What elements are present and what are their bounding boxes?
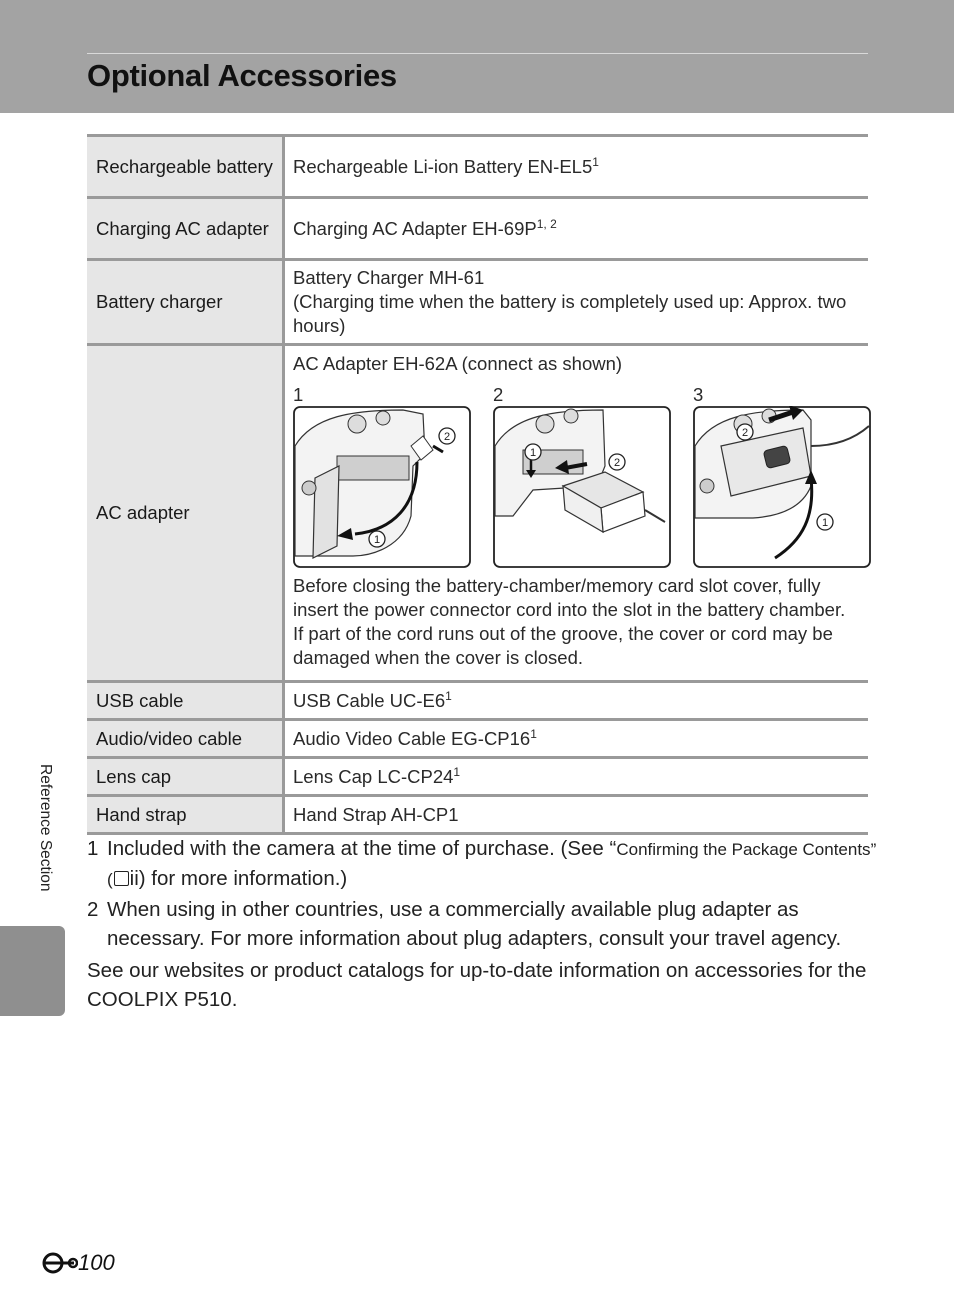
item-cell [284, 345, 869, 682]
table-row [87, 758, 868, 796]
connection-steps [293, 384, 871, 568]
table-row [87, 136, 868, 198]
svg-text:1: 1 [529, 447, 537, 459]
item-text: Charging AC Adapter EH-69P [293, 217, 537, 239]
svg-text:2: 2 [741, 427, 749, 439]
book-ref-icon [114, 871, 129, 886]
item-cell [284, 758, 869, 796]
step-1-illustration [293, 406, 471, 568]
footnote-text: Included with the camera at the time of purchase. (See “ [107, 837, 617, 860]
step-1 [293, 384, 471, 568]
footnote-ref: 1, 2 [536, 216, 557, 231]
footnote-ref: 1 [445, 688, 452, 703]
category-cell: Rechargeable battery [87, 136, 284, 198]
table-row [87, 345, 868, 682]
item-text: Audio Video Cable EG-CP16 [293, 727, 531, 749]
step-2-illustration [493, 406, 671, 568]
table-row [87, 198, 868, 260]
item-cell [284, 720, 869, 758]
category-cell: AC adapter [87, 345, 284, 682]
table-row [87, 260, 868, 345]
page-number-text: 100 [78, 1250, 115, 1275]
item-cell [284, 136, 869, 198]
table-row [87, 682, 868, 720]
category-cell: Battery charger [87, 260, 284, 345]
footnote-number: 2 [87, 898, 99, 921]
category-cell: Lens cap [87, 758, 284, 796]
footnotes [87, 834, 877, 954]
item-text: Battery Charger MH-61 [293, 267, 485, 288]
category-cell: Audio/video cable [87, 720, 284, 758]
category-cell: Hand strap [87, 796, 284, 834]
header-rule [87, 53, 868, 54]
step-number: 1 [293, 384, 304, 405]
footnote-ref: 1 [453, 764, 461, 779]
page-number [42, 1250, 115, 1276]
item-detail: (Charging time when the battery is completely used up: Approx. two hours) [293, 291, 847, 336]
item-text: USB Cable UC-E6 [293, 689, 446, 711]
item-cell [284, 796, 869, 834]
step-3-illustration [693, 406, 871, 568]
accessories-table [87, 134, 868, 835]
step-number: 3 [693, 384, 704, 405]
step-2 [493, 384, 671, 568]
section-tab [0, 926, 65, 1016]
footnote-text: ” ( [107, 840, 877, 889]
footnote-link-text[interactable]: Confirming the Package Contents [616, 840, 871, 859]
section-label: Reference Section [37, 764, 54, 892]
category-cell: USB cable [87, 682, 284, 720]
closing-paragraph: See our websites or product catalogs for up-to-date information on accessories for the COOLPIX P510. [87, 959, 867, 1011]
svg-text:2: 2 [613, 457, 621, 469]
svg-text:1: 1 [373, 534, 381, 546]
connection-note: Before closing the battery-chamber/memory card slot cover, fully insert the power connector cord into the slot in the battery chamber. If part of the cord runs out of the groove, the cover or cord may be damaged when the cover is closed. [293, 575, 846, 668]
footnote-ref: 1 [592, 154, 599, 169]
category-cell: Charging AC adapter [87, 198, 284, 260]
page-title: Optional Accessories [87, 58, 397, 93]
e-reference-icon [42, 1252, 78, 1274]
footnote-text: When using in other countries, use a commercially available plug adapter as necessary. For more information about plug adapters, consult your travel agency. [107, 898, 842, 950]
footnote-number: 1 [87, 837, 99, 860]
svg-text:2: 2 [443, 431, 451, 443]
header-band [0, 0, 954, 113]
item-cell [284, 198, 869, 260]
item-text: AC Adapter EH-62A (connect as shown) [293, 353, 623, 374]
item-text: Lens Cap LC-CP24 [293, 765, 454, 787]
step-number: 2 [493, 384, 504, 405]
svg-text:1: 1 [821, 517, 829, 529]
item-text: Rechargeable Li-ion Battery EN-EL5 [293, 155, 593, 177]
footnote-ref: 1 [530, 726, 537, 741]
footnote-text: ii) for more information.) [129, 867, 348, 890]
table-row [87, 796, 868, 834]
step-3 [693, 384, 871, 568]
footnote [87, 895, 877, 953]
item-cell [284, 682, 869, 720]
footnote [87, 834, 877, 894]
table-row [87, 720, 868, 758]
item-text: Hand Strap AH-CP1 [293, 803, 459, 825]
item-cell [284, 260, 869, 345]
